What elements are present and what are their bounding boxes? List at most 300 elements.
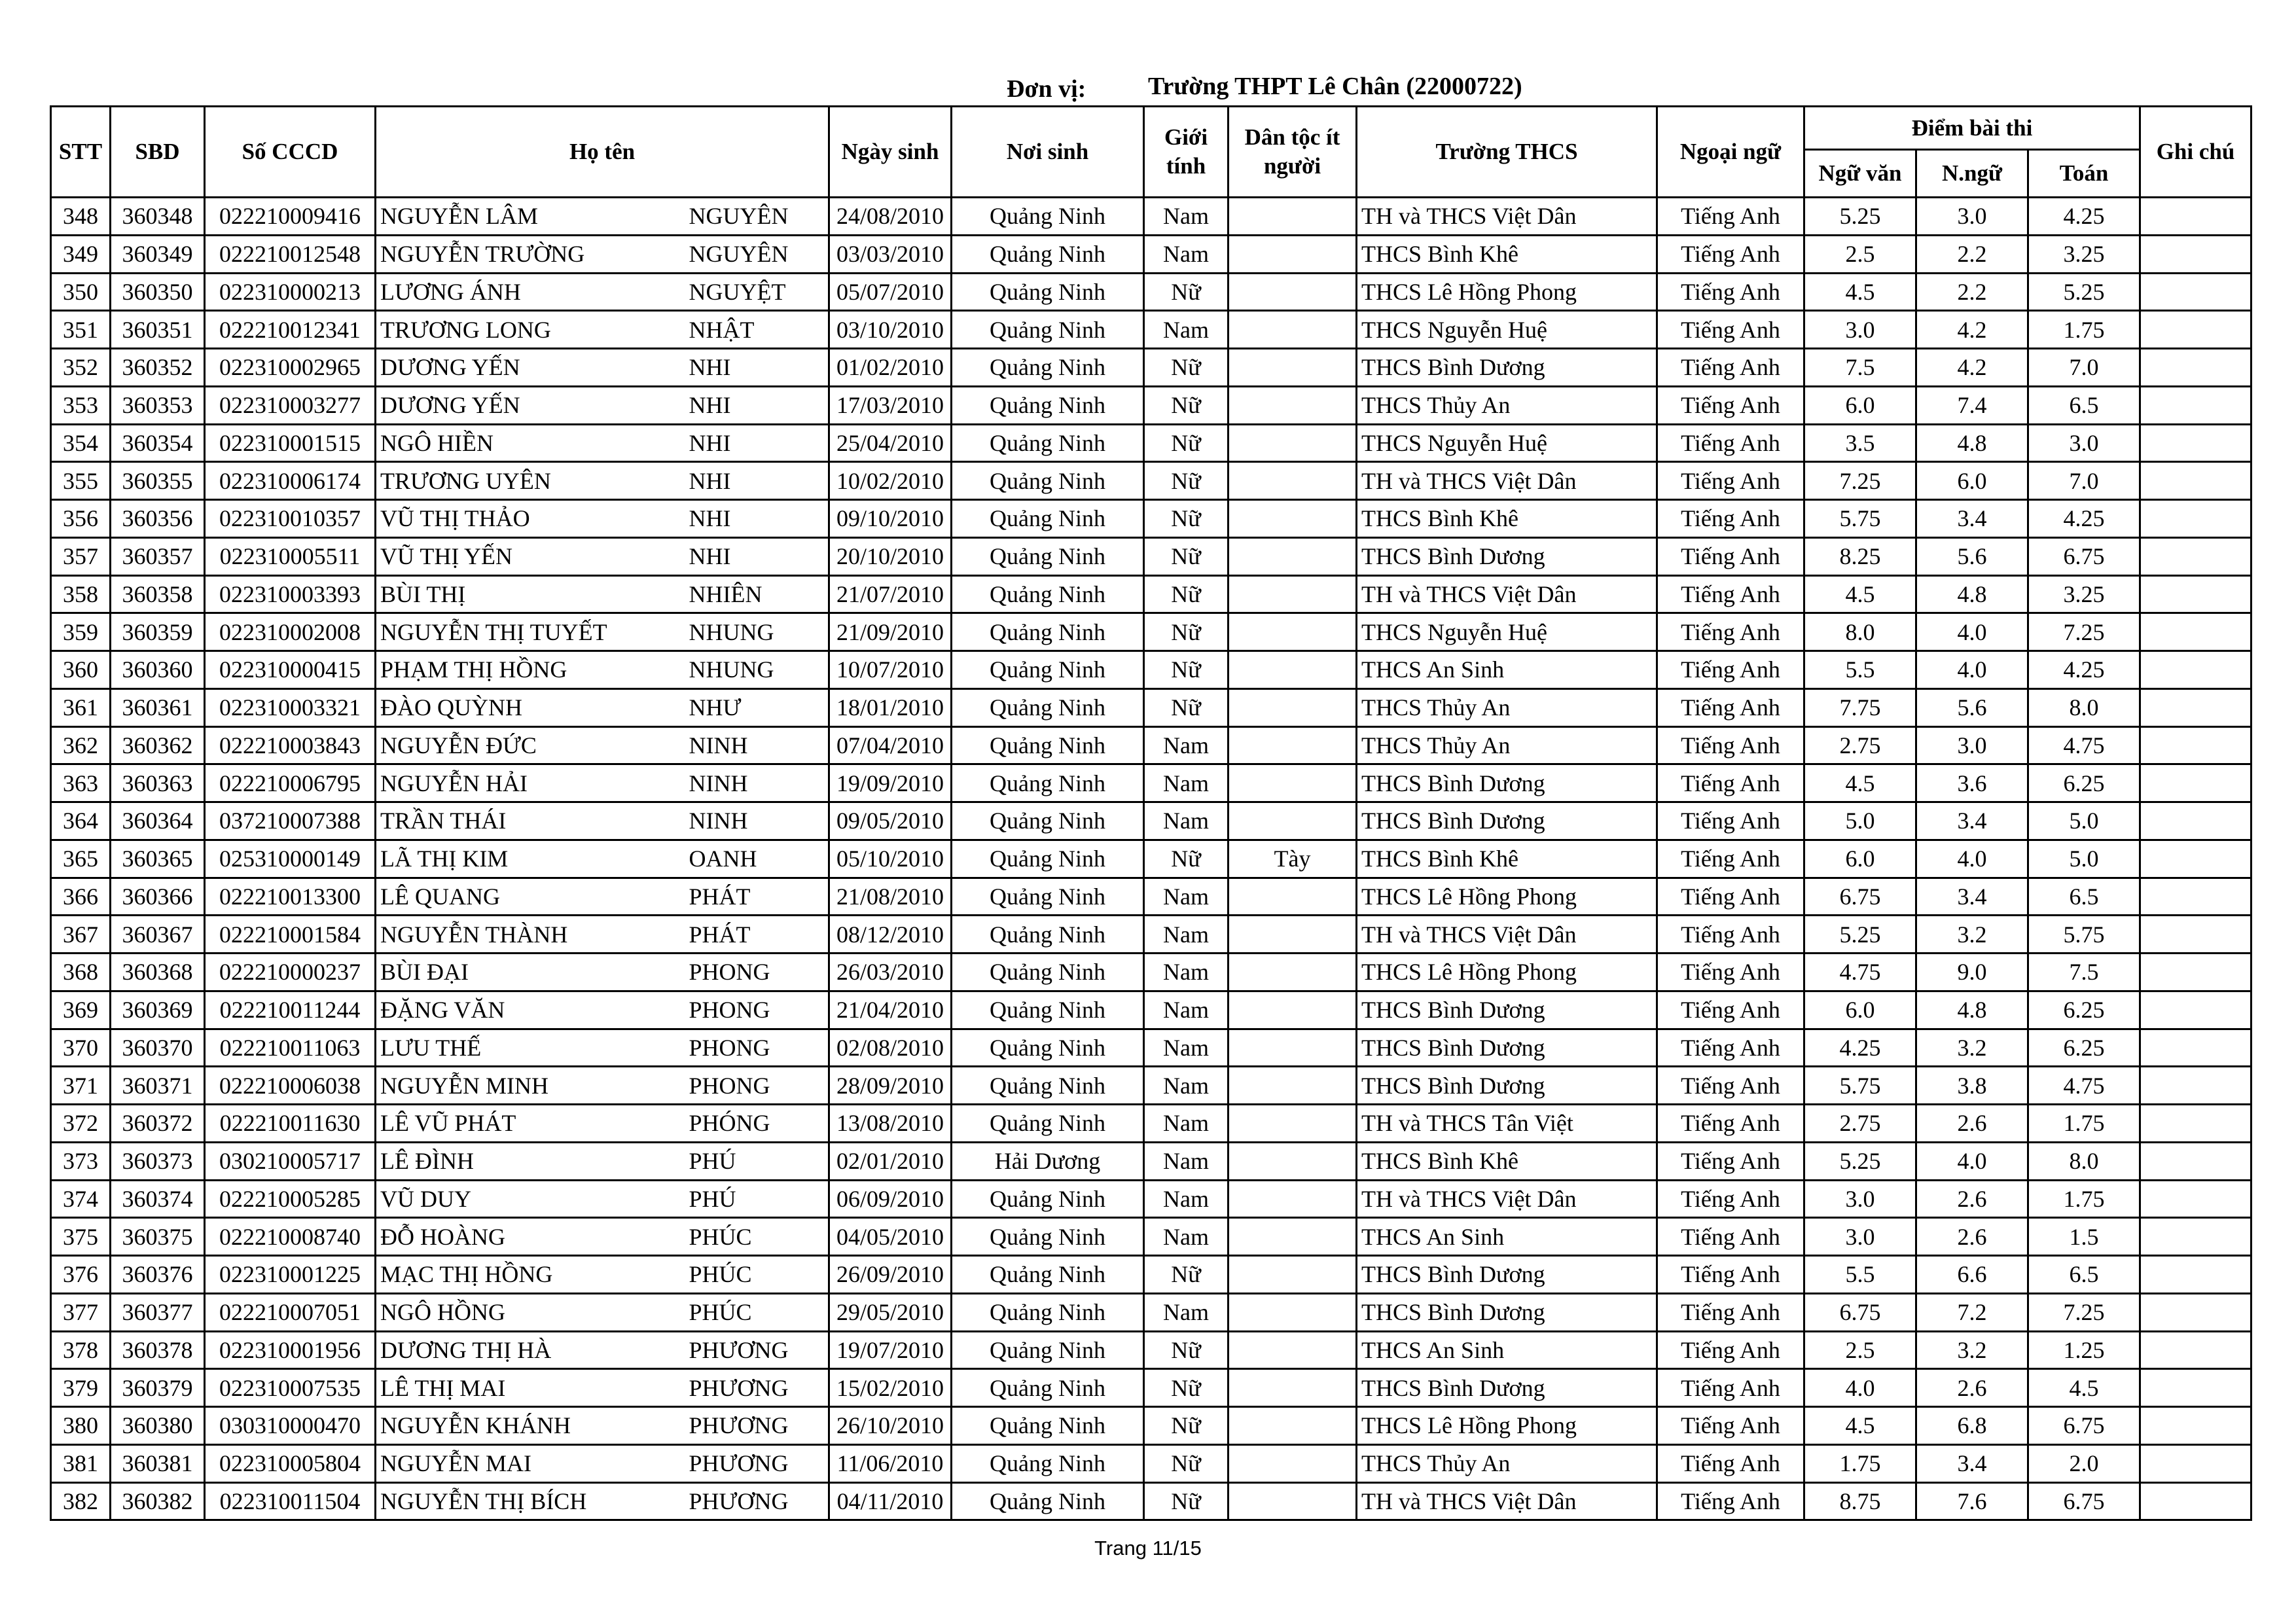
cell-stt: 352 <box>51 349 111 387</box>
cell-gender: Nữ <box>1144 1331 1229 1369</box>
cell-school: THCS Bình Dương <box>1357 1029 1657 1067</box>
cell-dob: 10/07/2010 <box>829 651 952 689</box>
cell-literature-score: 5.5 <box>1804 1256 1916 1294</box>
cell-dob: 18/01/2010 <box>829 688 952 726</box>
cell-ethnic <box>1229 802 1357 840</box>
table-row <box>51 613 2251 651</box>
table-row <box>51 198 2251 236</box>
cell-pob: Quảng Ninh <box>952 954 1144 991</box>
cell-math-score: 5.25 <box>2028 273 2140 311</box>
cell-foreign-language-score: 4.8 <box>1916 991 2028 1029</box>
table-row <box>51 1482 2251 1520</box>
cell-dob: 03/03/2010 <box>829 235 952 273</box>
cell-ethnic <box>1229 726 1357 764</box>
cell-literature-score: 5.5 <box>1804 651 1916 689</box>
cell-language: Tiếng Anh <box>1657 1180 1804 1218</box>
cell-given-name: NHI <box>688 386 829 424</box>
cell-ethnic <box>1229 991 1357 1029</box>
cell-sbd: 360372 <box>111 1105 205 1143</box>
cell-gender: Nữ <box>1144 386 1229 424</box>
cell-gender: Nam <box>1144 1293 1229 1331</box>
cell-math-score: 5.0 <box>2028 840 2140 878</box>
cell-math-score: 6.5 <box>2028 878 2140 916</box>
cell-gender: Nam <box>1144 1105 1229 1143</box>
cell-stt: 376 <box>51 1256 111 1294</box>
cell-pob: Quảng Ninh <box>952 1407 1144 1445</box>
cell-cccd: 022310000415 <box>205 651 376 689</box>
cell-math-score: 8.0 <box>2028 1142 2140 1180</box>
table-row <box>51 1218 2251 1256</box>
cell-given-name: PHONG <box>688 1067 829 1105</box>
cell-given-name: PHƯƠNG <box>688 1331 829 1369</box>
cell-note <box>2140 954 2251 991</box>
cell-sbd: 360363 <box>111 764 205 802</box>
cell-school: THCS Lê Hồng Phong <box>1357 273 1657 311</box>
cell-cccd: 037210007388 <box>205 802 376 840</box>
cell-pob: Quảng Ninh <box>952 878 1144 916</box>
cell-language: Tiếng Anh <box>1657 273 1804 311</box>
cell-gender: Nam <box>1144 991 1229 1029</box>
cell-pob: Quảng Ninh <box>952 1029 1144 1067</box>
cell-language: Tiếng Anh <box>1657 954 1804 991</box>
cell-surname: BÙI THỊ <box>376 575 688 613</box>
cell-pob: Quảng Ninh <box>952 462 1144 500</box>
table-row <box>51 1293 2251 1331</box>
cell-given-name: NHI <box>688 349 829 387</box>
table-row <box>51 462 2251 500</box>
cell-language: Tiếng Anh <box>1657 1067 1804 1105</box>
cell-dob: 28/09/2010 <box>829 1067 952 1105</box>
cell-surname: ĐẶNG VĂN <box>376 991 688 1029</box>
cell-pob: Quảng Ninh <box>952 349 1144 387</box>
cell-pob: Quảng Ninh <box>952 651 1144 689</box>
cell-foreign-language-score: 5.6 <box>1916 688 2028 726</box>
cell-dob: 04/11/2010 <box>829 1482 952 1520</box>
table-row <box>51 1105 2251 1143</box>
cell-school: THCS Thủy An <box>1357 1444 1657 1482</box>
cell-language: Tiếng Anh <box>1657 537 1804 575</box>
cell-ethnic <box>1229 1407 1357 1445</box>
cell-foreign-language-score: 9.0 <box>1916 954 2028 991</box>
cell-sbd: 360381 <box>111 1444 205 1482</box>
cell-note <box>2140 1067 2251 1105</box>
table-row <box>51 1067 2251 1105</box>
cell-given-name: NHI <box>688 424 829 462</box>
cell-note <box>2140 1180 2251 1218</box>
cell-note <box>2140 349 2251 387</box>
cell-given-name: NHƯ <box>688 688 829 726</box>
cell-cccd: 030210005717 <box>205 1142 376 1180</box>
cell-given-name: PHÁT <box>688 878 829 916</box>
cell-note <box>2140 651 2251 689</box>
cell-stt: 374 <box>51 1180 111 1218</box>
cell-surname: TRẦN THÁI <box>376 802 688 840</box>
cell-note <box>2140 991 2251 1029</box>
cell-foreign-language-score: 3.0 <box>1916 198 2028 236</box>
col-language: Ngoại ngữ <box>1657 107 1804 198</box>
cell-note <box>2140 764 2251 802</box>
cell-literature-score: 5.25 <box>1804 198 1916 236</box>
cell-note <box>2140 386 2251 424</box>
cell-gender: Nữ <box>1144 462 1229 500</box>
cell-math-score: 3.25 <box>2028 575 2140 613</box>
cell-foreign-language-score: 3.2 <box>1916 916 2028 954</box>
cell-school: THCS Bình Dương <box>1357 349 1657 387</box>
cell-surname: LÃ THỊ KIM <box>376 840 688 878</box>
cell-math-score: 6.5 <box>2028 386 2140 424</box>
cell-school: THCS Bình Dương <box>1357 1369 1657 1407</box>
cell-math-score: 6.75 <box>2028 1407 2140 1445</box>
cell-cccd: 022210001584 <box>205 916 376 954</box>
cell-ethnic <box>1229 1218 1357 1256</box>
cell-note <box>2140 1029 2251 1067</box>
col-math: Toán <box>2028 150 2140 198</box>
col-sbd: SBD <box>111 107 205 198</box>
cell-literature-score: 7.25 <box>1804 462 1916 500</box>
cell-math-score: 6.5 <box>2028 1256 2140 1294</box>
cell-ethnic <box>1229 651 1357 689</box>
cell-surname: LƯU THẾ <box>376 1029 688 1067</box>
col-name: Họ tên <box>376 107 829 198</box>
cell-dob: 10/02/2010 <box>829 462 952 500</box>
table-row <box>51 651 2251 689</box>
cell-note <box>2140 537 2251 575</box>
table-row <box>51 349 2251 387</box>
cell-stt: 369 <box>51 991 111 1029</box>
cell-foreign-language-score: 4.2 <box>1916 349 2028 387</box>
cell-sbd: 360370 <box>111 1029 205 1067</box>
cell-foreign-language-score: 3.0 <box>1916 726 2028 764</box>
cell-school: THCS Nguyễn Huệ <box>1357 424 1657 462</box>
cell-math-score: 5.75 <box>2028 916 2140 954</box>
cell-sbd: 360361 <box>111 688 205 726</box>
table-row <box>51 1029 2251 1067</box>
cell-math-score: 8.0 <box>2028 688 2140 726</box>
table-row <box>51 878 2251 916</box>
cell-ethnic <box>1229 1029 1357 1067</box>
cell-literature-score: 6.0 <box>1804 386 1916 424</box>
cell-language: Tiếng Anh <box>1657 198 1804 236</box>
cell-stt: 367 <box>51 916 111 954</box>
cell-surname: NGUYỄN THÀNH <box>376 916 688 954</box>
cell-math-score: 7.25 <box>2028 1293 2140 1331</box>
cell-note <box>2140 916 2251 954</box>
col-gender: Giới tính <box>1144 107 1229 198</box>
cell-literature-score: 2.5 <box>1804 1331 1916 1369</box>
cell-cccd: 022210012341 <box>205 311 376 349</box>
cell-given-name: PHONG <box>688 991 829 1029</box>
cell-dob: 02/01/2010 <box>829 1142 952 1180</box>
cell-given-name: NHUNG <box>688 651 829 689</box>
cell-stt: 364 <box>51 802 111 840</box>
cell-school: THCS An Sinh <box>1357 1331 1657 1369</box>
table-row <box>51 1444 2251 1482</box>
table-row <box>51 1331 2251 1369</box>
cell-sbd: 360366 <box>111 878 205 916</box>
cell-pob: Quảng Ninh <box>952 1105 1144 1143</box>
cell-surname: VŨ DUY <box>376 1180 688 1218</box>
cell-sbd: 360380 <box>111 1407 205 1445</box>
cell-literature-score: 6.0 <box>1804 991 1916 1029</box>
cell-literature-score: 7.75 <box>1804 688 1916 726</box>
cell-gender: Nam <box>1144 1180 1229 1218</box>
cell-gender: Nam <box>1144 1142 1229 1180</box>
cell-math-score: 6.75 <box>2028 1482 2140 1520</box>
cell-surname: DƯƠNG YẾN <box>376 349 688 387</box>
cell-sbd: 360365 <box>111 840 205 878</box>
cell-dob: 29/05/2010 <box>829 1293 952 1331</box>
cell-pob: Quảng Ninh <box>952 500 1144 538</box>
cell-math-score: 1.5 <box>2028 1218 2140 1256</box>
cell-stt: 355 <box>51 462 111 500</box>
cell-gender: Nam <box>1144 235 1229 273</box>
cell-literature-score: 3.5 <box>1804 424 1916 462</box>
cell-math-score: 4.25 <box>2028 500 2140 538</box>
cell-given-name: NHI <box>688 537 829 575</box>
cell-math-score: 7.0 <box>2028 462 2140 500</box>
cell-foreign-language-score: 2.6 <box>1916 1105 2028 1143</box>
cell-language: Tiếng Anh <box>1657 1444 1804 1482</box>
cell-given-name: PHƯƠNG <box>688 1369 829 1407</box>
cell-school: THCS Bình Dương <box>1357 1293 1657 1331</box>
cell-sbd: 360355 <box>111 462 205 500</box>
cell-note <box>2140 1444 2251 1482</box>
col-ethnic: Dân tộc ít người <box>1229 107 1357 198</box>
cell-given-name: PHÚC <box>688 1293 829 1331</box>
cell-surname: NGÔ HỒNG <box>376 1293 688 1331</box>
cell-stt: 356 <box>51 500 111 538</box>
cell-math-score: 1.25 <box>2028 1331 2140 1369</box>
cell-ethnic <box>1229 954 1357 991</box>
cell-language: Tiếng Anh <box>1657 802 1804 840</box>
cell-school: THCS Thủy An <box>1357 688 1657 726</box>
cell-literature-score: 6.0 <box>1804 840 1916 878</box>
cell-foreign-language-score: 7.2 <box>1916 1293 2028 1331</box>
cell-pob: Quảng Ninh <box>952 424 1144 462</box>
cell-given-name: PHƯƠNG <box>688 1482 829 1520</box>
cell-language: Tiếng Anh <box>1657 688 1804 726</box>
cell-cccd: 022310003393 <box>205 575 376 613</box>
cell-surname: MẠC THỊ HỒNG <box>376 1256 688 1294</box>
cell-ethnic <box>1229 462 1357 500</box>
cell-stt: 365 <box>51 840 111 878</box>
cell-language: Tiếng Anh <box>1657 651 1804 689</box>
cell-ethnic <box>1229 764 1357 802</box>
cell-stt: 349 <box>51 235 111 273</box>
cell-stt: 368 <box>51 954 111 991</box>
cell-cccd: 022210009416 <box>205 198 376 236</box>
cell-pob: Quảng Ninh <box>952 613 1144 651</box>
unit-header <box>0 69 2296 106</box>
cell-surname: ĐỖ HOÀNG <box>376 1218 688 1256</box>
cell-math-score: 4.25 <box>2028 198 2140 236</box>
cell-note <box>2140 1218 2251 1256</box>
cell-pob: Quảng Ninh <box>952 1067 1144 1105</box>
cell-note <box>2140 1293 2251 1331</box>
cell-pob: Quảng Ninh <box>952 575 1144 613</box>
cell-note <box>2140 1105 2251 1143</box>
cell-note <box>2140 726 2251 764</box>
cell-note <box>2140 198 2251 236</box>
cell-cccd: 022210003843 <box>205 726 376 764</box>
cell-note <box>2140 1256 2251 1294</box>
cell-given-name: PHONG <box>688 1029 829 1067</box>
cell-note <box>2140 802 2251 840</box>
cell-pob: Quảng Ninh <box>952 688 1144 726</box>
cell-given-name: NHIÊN <box>688 575 829 613</box>
cell-dob: 21/07/2010 <box>829 575 952 613</box>
cell-language: Tiếng Anh <box>1657 424 1804 462</box>
cell-gender: Nữ <box>1144 840 1229 878</box>
cell-literature-score: 5.25 <box>1804 1142 1916 1180</box>
cell-dob: 21/09/2010 <box>829 613 952 651</box>
cell-pob: Quảng Ninh <box>952 1256 1144 1294</box>
cell-school: TH và THCS Tân Việt <box>1357 1105 1657 1143</box>
cell-language: Tiếng Anh <box>1657 500 1804 538</box>
cell-gender: Nam <box>1144 1218 1229 1256</box>
cell-cccd: 022210008740 <box>205 1218 376 1256</box>
cell-stt: 377 <box>51 1293 111 1331</box>
cell-surname: NGUYỄN KHÁNH <box>376 1407 688 1445</box>
cell-gender: Nam <box>1144 878 1229 916</box>
cell-stt: 360 <box>51 651 111 689</box>
cell-sbd: 360378 <box>111 1331 205 1369</box>
table-row <box>51 840 2251 878</box>
cell-surname: NGÔ HIỀN <box>376 424 688 462</box>
cell-literature-score: 8.0 <box>1804 613 1916 651</box>
cell-math-score: 4.75 <box>2028 1067 2140 1105</box>
cell-literature-score: 5.75 <box>1804 500 1916 538</box>
cell-surname: LƯƠNG ÁNH <box>376 273 688 311</box>
table-row <box>51 1407 2251 1445</box>
cell-note <box>2140 613 2251 651</box>
table-row <box>51 726 2251 764</box>
cell-note <box>2140 1407 2251 1445</box>
cell-note <box>2140 311 2251 349</box>
cell-gender: Nam <box>1144 1029 1229 1067</box>
table-row <box>51 916 2251 954</box>
cell-foreign-language-score: 6.8 <box>1916 1407 2028 1445</box>
cell-literature-score: 7.5 <box>1804 349 1916 387</box>
cell-foreign-language-score: 4.0 <box>1916 840 2028 878</box>
cell-foreign-language-score: 4.8 <box>1916 575 2028 613</box>
cell-ethnic <box>1229 235 1357 273</box>
cell-sbd: 360357 <box>111 537 205 575</box>
cell-given-name: NINH <box>688 764 829 802</box>
cell-math-score: 4.25 <box>2028 651 2140 689</box>
cell-cccd: 022310011504 <box>205 1482 376 1520</box>
cell-ethnic <box>1229 311 1357 349</box>
cell-school: THCS An Sinh <box>1357 651 1657 689</box>
cell-given-name: NGUYÊN <box>688 198 829 236</box>
cell-foreign-language-score: 7.4 <box>1916 386 2028 424</box>
cell-note <box>2140 235 2251 273</box>
cell-literature-score: 2.5 <box>1804 235 1916 273</box>
cell-ethnic <box>1229 613 1357 651</box>
cell-gender: Nữ <box>1144 1444 1229 1482</box>
col-foreign-language: N.ngữ <box>1916 150 2028 198</box>
cell-foreign-language-score: 4.0 <box>1916 613 2028 651</box>
cell-cccd: 022310000213 <box>205 273 376 311</box>
col-literature: Ngữ văn <box>1804 150 1916 198</box>
cell-ethnic <box>1229 878 1357 916</box>
cell-stt: 373 <box>51 1142 111 1180</box>
cell-gender: Nam <box>1144 954 1229 991</box>
cell-literature-score: 5.25 <box>1804 916 1916 954</box>
cell-language: Tiếng Anh <box>1657 1029 1804 1067</box>
unit-label: Đơn vị: <box>1007 75 1086 103</box>
cell-cccd: 022310005511 <box>205 537 376 575</box>
cell-sbd: 360377 <box>111 1293 205 1331</box>
cell-cccd: 022310010357 <box>205 500 376 538</box>
cell-math-score: 4.75 <box>2028 726 2140 764</box>
cell-gender: Nữ <box>1144 575 1229 613</box>
cell-dob: 07/04/2010 <box>829 726 952 764</box>
cell-pob: Quảng Ninh <box>952 840 1144 878</box>
cell-ethnic <box>1229 1180 1357 1218</box>
cell-surname: NGUYỄN THỊ BÍCH <box>376 1482 688 1520</box>
table-row <box>51 311 2251 349</box>
cell-pob: Quảng Ninh <box>952 273 1144 311</box>
cell-given-name: NHI <box>688 462 829 500</box>
cell-cccd: 022210007051 <box>205 1293 376 1331</box>
cell-math-score: 6.75 <box>2028 537 2140 575</box>
cell-sbd: 360379 <box>111 1369 205 1407</box>
cell-given-name: NINH <box>688 726 829 764</box>
cell-stt: 375 <box>51 1218 111 1256</box>
cell-language: Tiếng Anh <box>1657 1369 1804 1407</box>
table-row <box>51 954 2251 991</box>
cell-math-score: 7.0 <box>2028 349 2140 387</box>
cell-literature-score: 4.5 <box>1804 1407 1916 1445</box>
cell-gender: Nam <box>1144 311 1229 349</box>
cell-dob: 19/07/2010 <box>829 1331 952 1369</box>
cell-sbd: 360373 <box>111 1142 205 1180</box>
cell-gender: Nữ <box>1144 1369 1229 1407</box>
cell-sbd: 360353 <box>111 386 205 424</box>
cell-stt: 358 <box>51 575 111 613</box>
cell-surname: DƯƠNG THỊ HÀ <box>376 1331 688 1369</box>
cell-language: Tiếng Anh <box>1657 1142 1804 1180</box>
table-row <box>51 1369 2251 1407</box>
cell-note <box>2140 688 2251 726</box>
cell-ethnic <box>1229 1293 1357 1331</box>
cell-language: Tiếng Anh <box>1657 1407 1804 1445</box>
col-pob: Nơi sinh <box>952 107 1144 198</box>
cell-cccd: 022310003277 <box>205 386 376 424</box>
cell-ethnic <box>1229 349 1357 387</box>
cell-school: TH và THCS Việt Dân <box>1357 1180 1657 1218</box>
cell-surname: NGUYỄN LÂM <box>376 198 688 236</box>
cell-school: THCS Bình Dương <box>1357 802 1657 840</box>
cell-language: Tiếng Anh <box>1657 311 1804 349</box>
unit-name: Trường THPT Lê Chân (22000722) <box>1148 73 1522 100</box>
cell-sbd: 360360 <box>111 651 205 689</box>
cell-foreign-language-score: 3.2 <box>1916 1029 2028 1067</box>
cell-foreign-language-score: 2.2 <box>1916 235 2028 273</box>
cell-surname: VŨ THỊ YẾN <box>376 537 688 575</box>
cell-pob: Quảng Ninh <box>952 1218 1144 1256</box>
cell-foreign-language-score: 3.4 <box>1916 878 2028 916</box>
cell-pob: Quảng Ninh <box>952 1444 1144 1482</box>
cell-note <box>2140 1331 2251 1369</box>
cell-note <box>2140 273 2251 311</box>
cell-cccd: 022310002008 <box>205 613 376 651</box>
cell-literature-score: 4.5 <box>1804 273 1916 311</box>
cell-given-name: PHÓNG <box>688 1105 829 1143</box>
cell-school: THCS Bình Dương <box>1357 1256 1657 1294</box>
cell-gender: Nữ <box>1144 273 1229 311</box>
